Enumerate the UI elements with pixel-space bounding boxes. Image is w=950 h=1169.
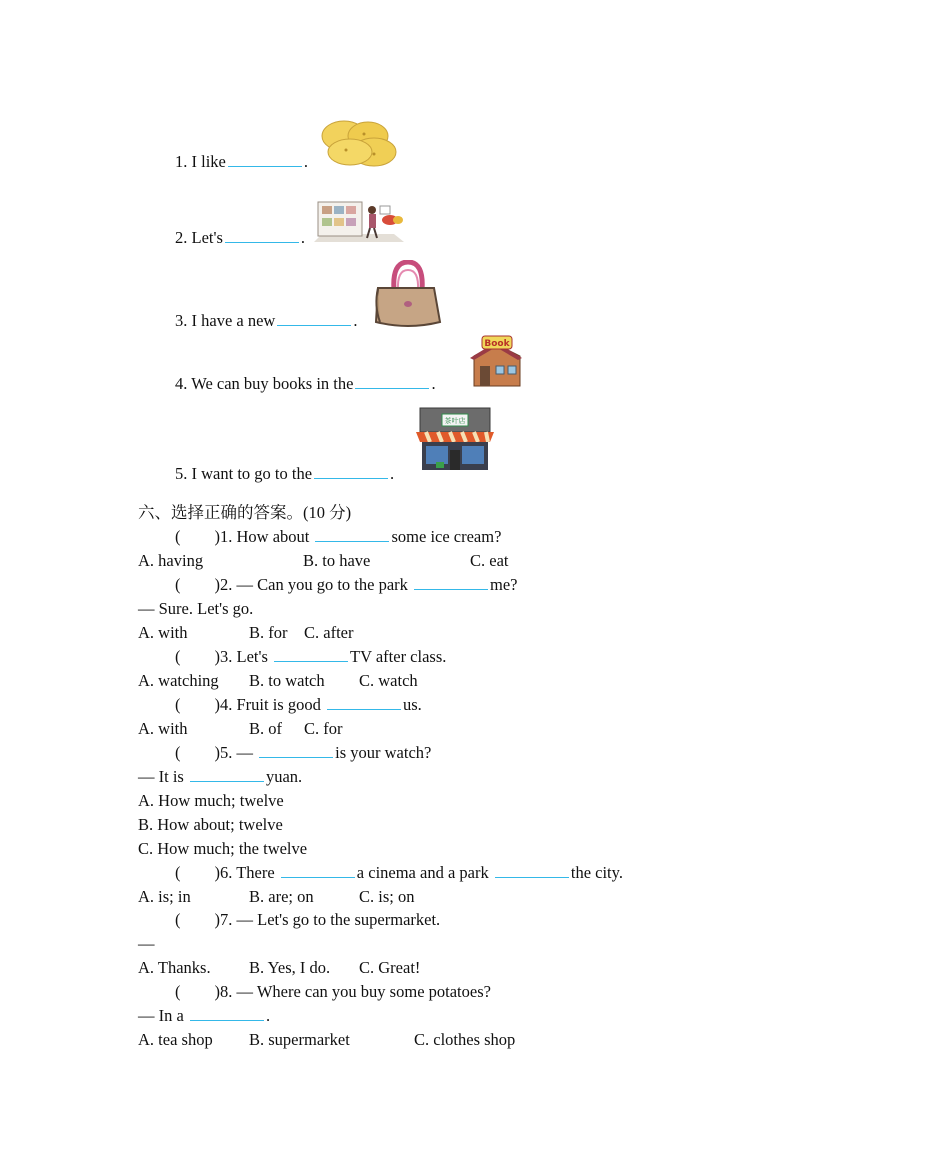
reply-line: — Sure. Let's go. bbox=[138, 599, 254, 618]
picture-item-3 bbox=[175, 311, 357, 331]
item-text: 2. Let's bbox=[175, 228, 223, 247]
question-text: )8. — Where can you buy some potatoes? bbox=[214, 982, 491, 1001]
option-c[interactable]: C. for bbox=[304, 719, 343, 738]
option-c[interactable]: C. watch bbox=[359, 671, 418, 690]
item-punct: . bbox=[390, 464, 395, 483]
answer-blank[interactable] bbox=[190, 767, 264, 782]
item-punct: . bbox=[353, 311, 358, 330]
option-b[interactable]: B. to watch bbox=[249, 671, 325, 690]
option-b[interactable]: B. for bbox=[249, 623, 288, 642]
option-a[interactable]: A. Thanks. bbox=[138, 958, 211, 977]
option-a[interactable]: A. having bbox=[138, 551, 204, 570]
option-b[interactable]: B. to have bbox=[303, 551, 371, 570]
option-b[interactable]: B. Yes, I do. bbox=[249, 958, 331, 977]
shopping-picture bbox=[314, 198, 404, 246]
option-a[interactable]: A. watching bbox=[138, 671, 219, 690]
open-paren: ( bbox=[175, 575, 181, 594]
question-7 bbox=[175, 910, 440, 930]
bag-picture bbox=[372, 260, 444, 330]
answer-blank[interactable] bbox=[314, 464, 388, 479]
option-a[interactable]: A. How much; twelve bbox=[138, 791, 284, 810]
question-text: )1. How about bbox=[214, 527, 310, 546]
question-text: )7. — Let's go to the supermarket. bbox=[214, 910, 441, 929]
question-text-after: us. bbox=[402, 695, 422, 714]
question-4 bbox=[175, 695, 422, 715]
open-paren: ( bbox=[175, 695, 181, 714]
question-text-after: me? bbox=[490, 575, 518, 594]
open-paren: ( bbox=[175, 647, 181, 666]
answer-blank[interactable] bbox=[281, 863, 355, 878]
question-text: )5. — bbox=[214, 743, 253, 762]
item-punct: . bbox=[431, 374, 436, 393]
reply-text-after: yuan. bbox=[265, 767, 303, 786]
picture-item-4 bbox=[175, 374, 436, 394]
answer-blank[interactable] bbox=[315, 527, 389, 542]
open-paren: ( bbox=[175, 743, 181, 762]
answer-blank[interactable] bbox=[414, 575, 488, 590]
reply-text: — It is bbox=[138, 767, 184, 786]
bookshop-picture bbox=[468, 334, 524, 390]
option-a[interactable]: A. with bbox=[138, 623, 188, 642]
reply-line: — bbox=[138, 934, 155, 953]
answer-blank[interactable] bbox=[228, 152, 302, 167]
item-text: 4. We can buy books in the bbox=[175, 374, 354, 393]
question-1 bbox=[175, 527, 501, 547]
open-paren: ( bbox=[175, 910, 181, 929]
question-text: )6. There bbox=[214, 863, 275, 882]
answer-blank[interactable] bbox=[355, 374, 429, 389]
question-text: )3. Let's bbox=[214, 647, 268, 666]
answer-blank[interactable] bbox=[274, 647, 348, 662]
picture-item-1 bbox=[175, 152, 308, 172]
option-a[interactable]: A. with bbox=[138, 719, 188, 738]
bookshop-sign: Book bbox=[484, 339, 510, 349]
reply-line bbox=[138, 767, 302, 787]
open-paren: ( bbox=[175, 527, 181, 546]
item-text: 1. I like bbox=[175, 152, 226, 171]
section-6-title: 六、选择正确的答案。(10 分) bbox=[138, 503, 352, 522]
answer-blank[interactable] bbox=[495, 863, 569, 878]
option-b[interactable]: B. supermarket bbox=[249, 1030, 350, 1049]
reply-text: — In a bbox=[138, 1006, 184, 1025]
potatoes-picture bbox=[316, 116, 400, 170]
question-5 bbox=[175, 743, 431, 763]
option-c[interactable]: C. is; on bbox=[359, 887, 415, 906]
answer-blank[interactable] bbox=[327, 695, 401, 710]
option-a[interactable]: A. is; in bbox=[138, 887, 191, 906]
open-paren: ( bbox=[175, 863, 181, 882]
question-text-mid: a cinema and a park bbox=[356, 863, 489, 882]
question-text-after: some ice cream? bbox=[391, 527, 502, 546]
question-8 bbox=[175, 982, 491, 1002]
answer-blank[interactable] bbox=[277, 311, 351, 326]
picture-item-5 bbox=[175, 464, 394, 484]
tea-shop-sign: 茶叶店 bbox=[444, 417, 466, 425]
open-paren: ( bbox=[175, 982, 181, 1001]
tea-shop-picture bbox=[416, 406, 494, 474]
item-text: 3. I have a new bbox=[175, 311, 276, 330]
question-2 bbox=[175, 575, 518, 595]
option-b[interactable]: B. of bbox=[249, 719, 282, 738]
option-c[interactable]: C. Great! bbox=[359, 958, 421, 977]
reply-text-after: . bbox=[265, 1006, 271, 1025]
question-text: )4. Fruit is good bbox=[214, 695, 321, 714]
option-c[interactable]: C. How much; the twelve bbox=[138, 839, 308, 858]
item-text: 5. I want to go to the bbox=[175, 464, 313, 483]
option-c[interactable]: C. eat bbox=[470, 551, 509, 570]
option-c[interactable]: C. after bbox=[304, 623, 354, 642]
question-text: )2. — Can you go to the park bbox=[214, 575, 408, 594]
item-punct: . bbox=[303, 152, 308, 171]
answer-blank[interactable] bbox=[259, 743, 333, 758]
answer-blank[interactable] bbox=[190, 1006, 264, 1021]
answer-blank[interactable] bbox=[225, 228, 299, 243]
option-a[interactable]: A. tea shop bbox=[138, 1030, 213, 1049]
item-punct: . bbox=[300, 228, 306, 247]
reply-line bbox=[138, 1006, 270, 1026]
question-text-after: is your watch? bbox=[335, 743, 432, 762]
question-3 bbox=[175, 647, 446, 667]
picture-item-2 bbox=[175, 228, 305, 248]
option-b[interactable]: B. are; on bbox=[249, 887, 314, 906]
question-text-after: TV after class. bbox=[350, 647, 447, 666]
question-6 bbox=[175, 863, 623, 883]
option-b[interactable]: B. How about; twelve bbox=[138, 815, 283, 834]
option-c[interactable]: C. clothes shop bbox=[414, 1030, 516, 1049]
question-text-after: the city. bbox=[570, 863, 623, 882]
